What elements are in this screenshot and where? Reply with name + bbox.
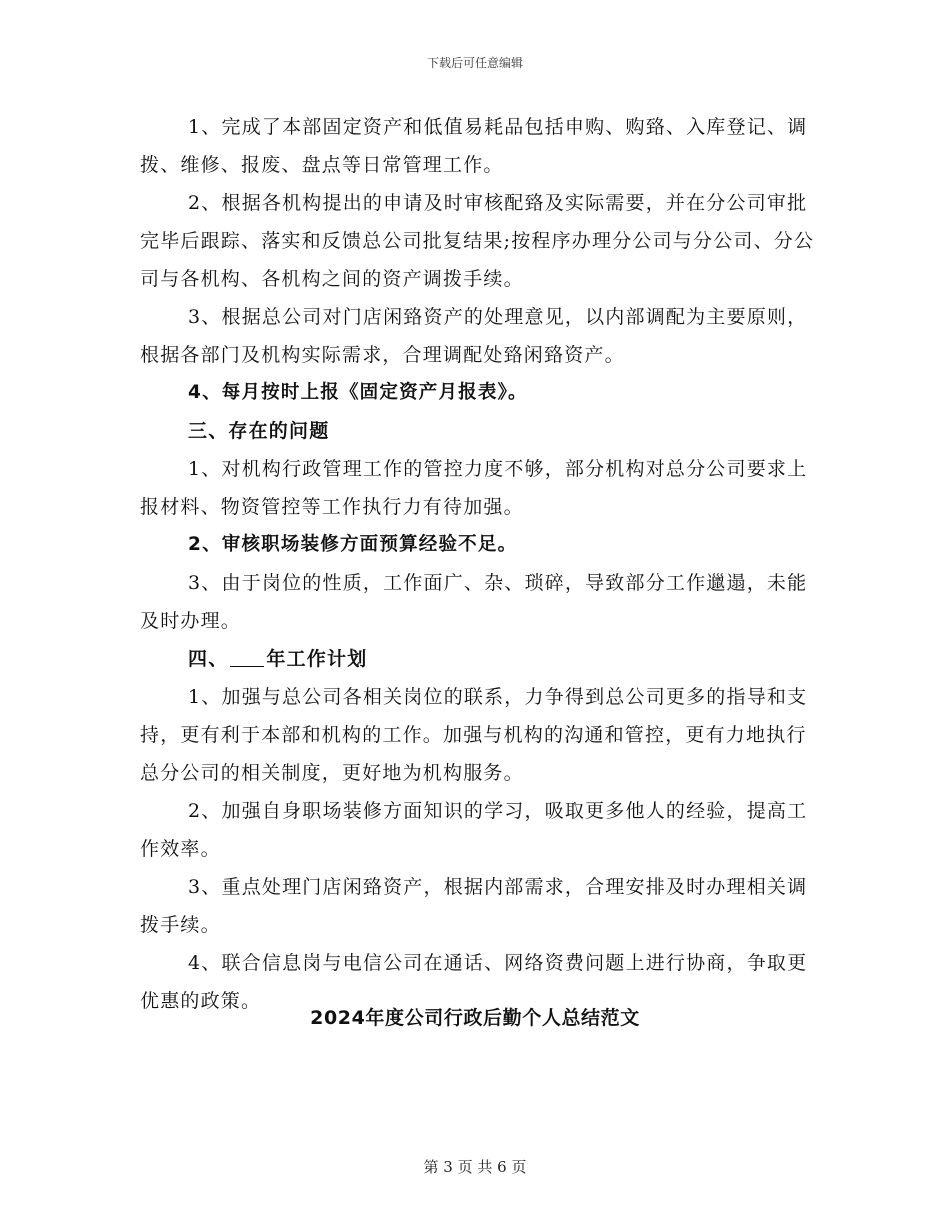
paragraph-control-weakness: 1、对机构行政管理工作的管控力度不够，部分机构对总分公司要求上报材料、物资管控等工作执行力有待加强。 (140, 458, 808, 518)
heading-suffix: 年工作计划 (266, 648, 368, 670)
heading-prefix: 四、 (188, 648, 229, 670)
section-heading-problems: 三、存在的问题 (188, 420, 330, 442)
page-number-footer: 第 3 页 共 6 页 (423, 1158, 527, 1176)
section-heading-work-plan (140, 640, 820, 678)
year-blank-line (230, 648, 264, 667)
document-body (140, 108, 820, 1020)
document-title: 2024年度公司行政后勤个人总结范文 (310, 1007, 640, 1029)
paragraph-plan-idle-assets: 3、重点处理门店闲臵资产，根据内部需求，合理安排及时办理相关调拨手续。 (140, 876, 808, 936)
paragraph-monthly-report: 4、每月按时上报《固定资产月报表》。 (188, 382, 528, 403)
paragraph-plan-learning: 2、加强自身职场装修方面知识的学习，吸取更多他人的经验，提高工作效率。 (140, 800, 808, 860)
paragraph-approval-transfer: 2、根据各机构提出的申请及时审核配臵及实际需要，并在分公司审批完毕后跟踪、落实和反馈总公司批复结果;按程序办理分公司与分公司、分公司与各机构、各机构之间的资产调拨手续。 (140, 192, 815, 290)
paragraph-idle-assets: 3、根据总公司对门店闲臵资产的处理意见，以内部调配为主要原则，根据各部门及机构实际需求，合理调配处臵闲臵资产。 (140, 306, 808, 366)
paragraph-plan-communication: 1、加强与总公司各相关岗位的联系，力争得到总公司更多的指导和支持，更有利于本部和机构的工作。加强与机构的沟通和管控，更有力地执行总分公司的相关制度，更好地为机构服务。 (140, 686, 808, 784)
paragraph-delays: 3、由于岗位的性质，工作面广、杂、琐碎，导致部分工作邋遢，未能及时办理。 (140, 572, 808, 632)
paragraph-plan-telecom: 4、联合信息岗与电信公司在通话、网络资费问题上进行协商，争取更优惠的政策。 (140, 952, 808, 1012)
paragraph-budget-experience: 2、审核职场装修方面预算经验不足。 (188, 534, 518, 555)
page-header-note: 下载后可任意编辑 (426, 56, 523, 70)
paragraph-asset-management: 1、完成了本部固定资产和低值易耗品包括申购、购臵、入库登记、调拨、维修、报废、盘点等日常管理工作。 (140, 116, 808, 176)
